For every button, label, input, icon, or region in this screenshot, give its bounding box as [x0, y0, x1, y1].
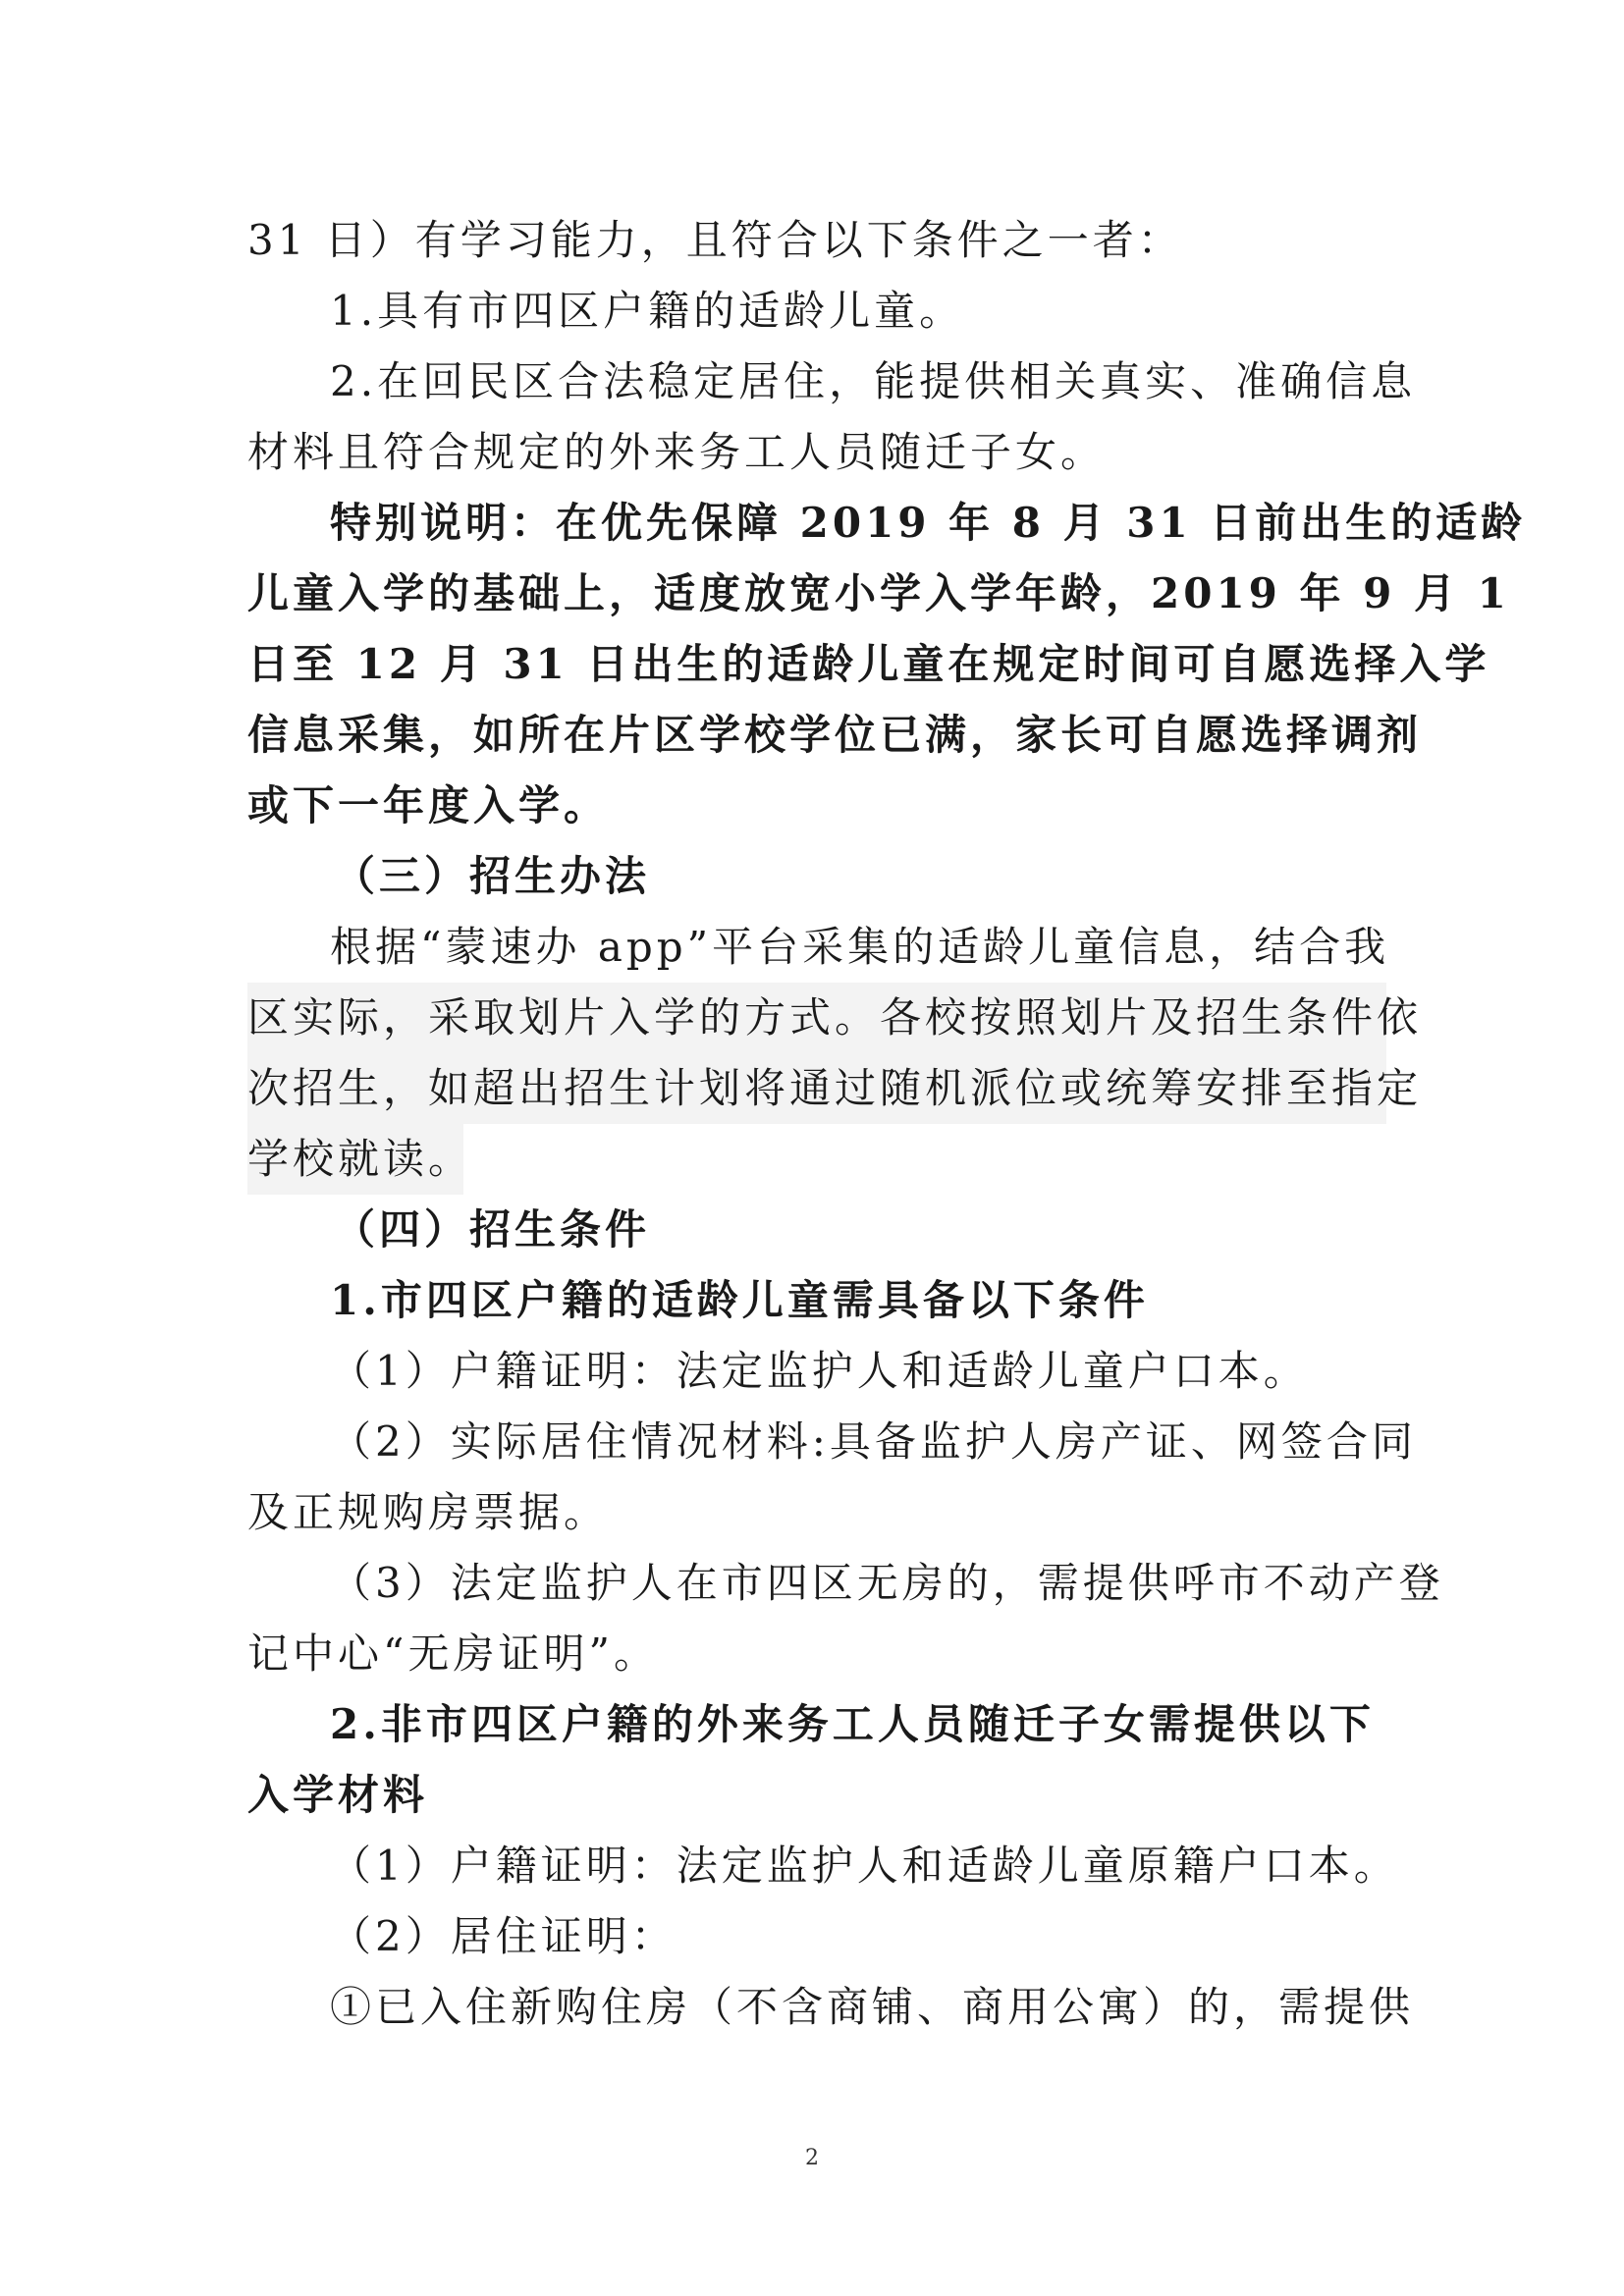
- text-line: 学校就读。: [247, 1124, 463, 1195]
- special-note-line: 日至 12 月 31 日出生的适龄儿童在规定时间可自愿选择入学: [247, 640, 1490, 688]
- text-line: （1）户籍证明：法定监护人和适龄儿童原籍户口本。: [330, 1842, 1399, 1890]
- text-line: 2.在回民区合法稳定居住，能提供相关真实、准确信息: [330, 357, 1417, 405]
- text-line: 次招生，如超出招生计划将通过随机派位或统筹安排至指定: [247, 1053, 1386, 1124]
- text-line: 31 日）有学习能力，且符合以下条件之一者：: [247, 216, 1183, 264]
- section-heading-3: （三）招生办法: [334, 852, 651, 900]
- text-line: （3）法定监护人在市四区无房的，需提供呼市不动产登: [330, 1559, 1444, 1607]
- subheading-line: 2.非市四区户籍的外来务工人员随迁子女需提供以下: [330, 1700, 1375, 1748]
- text-line: 区实际，采取划片入学的方式。各校按照划片及招生条件依: [247, 983, 1386, 1053]
- special-note-line: 信息采集，如所在片区学校学位已满，家长可自愿选择调剂: [247, 711, 1423, 759]
- special-note-line: 儿童入学的基础上，适度放宽小学入学年龄，2019 年 9 月 1: [247, 569, 1510, 617]
- text-line: ①已入住新购住房（不含商铺、商用公寓）的，需提供: [330, 1983, 1415, 2031]
- text-line: （1）户籍证明：法定监护人和适龄儿童户口本。: [330, 1347, 1309, 1395]
- page-number: 2: [805, 2146, 819, 2170]
- text-line: 材料且符合规定的外来务工人员随迁子女。: [247, 428, 1107, 476]
- text-line: （2）实际居住情况材料:具备监护人房产证、网签合同: [330, 1417, 1417, 1466]
- text-line: （2）居住证明：: [330, 1912, 677, 1960]
- text-line: 1.具有市四区户籍的适龄儿童。: [330, 287, 965, 335]
- text-line: 及正规购房票据。: [247, 1488, 610, 1536]
- section-heading-4: （四）招生条件: [334, 1205, 651, 1254]
- special-note-line: 特别说明：在优先保障 2019 年 8 月 31 日前出生的适龄: [330, 499, 1527, 547]
- text-line: 记中心“无房证明”。: [247, 1629, 659, 1678]
- text-line: 根据“蒙速办 app”平台采集的适龄儿童信息，结合我: [330, 923, 1390, 971]
- subheading-line: 入学材料: [247, 1771, 429, 1819]
- special-note-line: 或下一年度入学。: [247, 781, 610, 829]
- subheading-line: 1.市四区户籍的适龄儿童需具备以下条件: [330, 1276, 1149, 1324]
